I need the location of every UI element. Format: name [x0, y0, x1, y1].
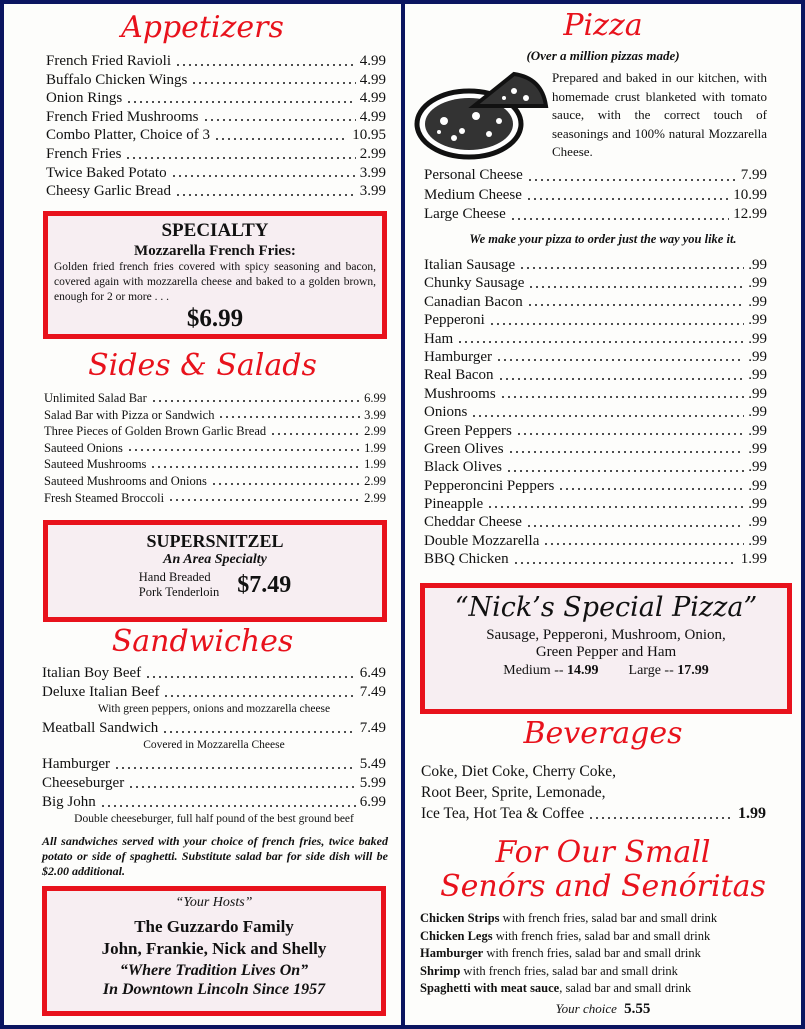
menu-item: [424, 458, 767, 476]
item-name: French Fried Ravioli: [46, 53, 171, 69]
hosts-label: “Your Hosts”: [175, 895, 253, 910]
item-name: Chunky Sausage: [424, 275, 525, 292]
nicks-medium-label: Medium --: [503, 663, 564, 678]
item-price: 2.99: [359, 145, 386, 162]
item-price: 10.95: [352, 127, 386, 144]
pizza-illustration-icon: [414, 66, 549, 161]
menu-item: [424, 440, 767, 458]
beverages-line2: Root Beer, Sprite, Lemonade,: [421, 784, 606, 801]
menu-item: [424, 532, 767, 550]
sandwiches-footnote: All sandwiches served with your choice of french fries, twice baked potato or side of spaghetti. Substitute salad bar for side dish will be $2.00 additional.: [42, 834, 388, 878]
supersnitzel-box: [43, 520, 387, 622]
item-price: 10.99: [733, 186, 767, 203]
dot-leader: [175, 182, 356, 201]
menu-item: [424, 366, 767, 384]
kids-item: [420, 945, 800, 963]
dot-leader: [114, 755, 356, 774]
nicks-large-label: Large --: [628, 663, 674, 678]
dot-leader: [126, 89, 355, 108]
item-name: Sauteed Mushrooms and Onions: [44, 473, 207, 488]
dot-leader: [162, 719, 356, 738]
item-name: Onion Rings: [46, 90, 123, 107]
item-price: .99: [748, 532, 767, 549]
sandwiches-title: Sandwiches: [111, 624, 294, 659]
menu-item: [42, 683, 386, 702]
dot-leader: [151, 390, 360, 407]
menu-item: [42, 774, 386, 793]
menu-item: [424, 385, 767, 403]
supersnitzel-tagline: An Area Specialty: [163, 552, 267, 567]
item-price: .99: [748, 422, 767, 439]
menu-item: [46, 108, 386, 127]
item-price: .99: [748, 312, 767, 329]
dot-leader: [508, 440, 745, 458]
pizza-toppings-list: [424, 256, 767, 569]
sides-list: [44, 390, 386, 506]
dot-leader: [191, 71, 355, 90]
hosts-box: [42, 886, 386, 1016]
item-price: .99: [748, 496, 767, 513]
dot-leader: [588, 803, 734, 824]
item-price: 6.99: [359, 794, 386, 810]
menu-item: [424, 403, 767, 421]
dot-leader: [519, 256, 744, 274]
menu-item: [424, 348, 767, 366]
kids-item: [420, 980, 800, 998]
item-name: Ham: [424, 330, 454, 347]
item-name: Real Bacon: [424, 367, 494, 384]
dot-leader: [526, 513, 744, 531]
item-price: .99: [748, 257, 767, 273]
dot-leader: [489, 311, 744, 329]
beverages-line1: Coke, Diet Coke, Cherry Coke,: [421, 763, 617, 780]
appetizers-title: Appetizers: [121, 10, 284, 45]
item-price: .99: [748, 348, 767, 365]
item-price: 2.99: [364, 424, 386, 439]
menu-item: [46, 71, 386, 90]
item-name: Pineapple: [424, 496, 484, 513]
menu-item: [44, 407, 386, 424]
item-note: Covered in Mozzarella Cheese: [143, 739, 285, 751]
kids-item-detail: with french fries, salad bar and small drink: [499, 911, 718, 925]
kids-item-name: Chicken Legs: [420, 928, 493, 943]
dot-leader: [270, 423, 360, 440]
kids-item: [420, 963, 800, 981]
item-price: .99: [748, 293, 767, 310]
item-price: 1.99: [740, 551, 767, 568]
beverages-line3: Ice Tea, Hot Tea & Coffee: [421, 805, 585, 822]
nicks-special-box: [420, 583, 792, 714]
kids-title-line2: Senórs and Senóritas: [440, 869, 766, 904]
item-name: Italian Sausage: [424, 257, 516, 273]
kids-list: [420, 910, 800, 998]
dot-leader: [496, 348, 744, 366]
item-name: Personal Cheese: [424, 167, 523, 183]
item-name: BBQ Chicken: [424, 551, 509, 568]
dot-leader: [487, 495, 744, 513]
item-name: Buffalo Chicken Wings: [46, 71, 188, 88]
item-price: 7.49: [359, 720, 386, 736]
item-name: Sauteed Onions: [44, 440, 123, 455]
item-price: 3.99: [359, 164, 386, 181]
dot-leader: [526, 186, 729, 206]
item-name: Cheesy Garlic Bread: [46, 183, 171, 200]
kids-item-detail: , salad bar and small drink: [559, 981, 692, 996]
dot-leader: [214, 126, 348, 145]
item-name: Large Cheese: [424, 206, 506, 222]
dot-leader: [125, 145, 355, 164]
dot-leader: [171, 164, 356, 183]
item-name: Green Peppers: [424, 422, 512, 439]
dot-leader: [527, 166, 737, 186]
specialty-heading: SPECIALTY: [161, 220, 269, 241]
beverages-price: 1.99: [738, 805, 766, 822]
menu-item: [46, 145, 386, 164]
menu-item: [424, 550, 767, 568]
kids-item-detail: with french fries, salad bar and small drink: [492, 928, 711, 943]
specialty-description: Golden fried french fries covered with spicy seasoning and bacon, covered again with mozzarella cheese and baked to a golden brown, enough for 2 or more . . .: [54, 261, 376, 303]
item-price: .99: [748, 440, 767, 457]
kids-choice-price: 5.55: [624, 1001, 651, 1017]
kids-choice-label: Your choice: [555, 1001, 617, 1016]
dot-leader: [100, 793, 356, 812]
item-name: Mushrooms: [424, 385, 496, 402]
menu-item: [44, 440, 386, 457]
dot-leader: [498, 366, 745, 384]
item-name: Unlimited Salad Bar: [44, 391, 147, 405]
menu-item: [46, 164, 386, 183]
nicks-large-price: 17.99: [677, 663, 709, 678]
dot-leader: [218, 407, 360, 424]
item-name: Hamburger: [424, 348, 493, 365]
item-name: Canadian Bacon: [424, 293, 523, 310]
item-name: Medium Cheese: [424, 186, 522, 203]
nicks-medium-price: 14.99: [567, 663, 599, 678]
item-name: Big John: [42, 794, 96, 810]
item-name: Pepperoncini Peppers: [424, 477, 555, 494]
item-name: Meatball Sandwich: [42, 720, 159, 736]
nicks-line2: Green Pepper and Ham: [535, 644, 677, 660]
pizza-title: Pizza: [563, 8, 643, 43]
menu-item: [46, 89, 386, 108]
item-price: .99: [748, 477, 767, 494]
specialty-price: $6.99: [186, 305, 244, 332]
dot-leader: [471, 403, 744, 421]
item-name: Fresh Steamed Broccoli: [44, 490, 165, 505]
kids-item-name: Spaghetti with meat sauce: [420, 981, 560, 996]
pizza-order-note: We make your pizza to order just the way you like it.: [469, 232, 737, 246]
item-name: Three Pieces of Golden Brown Garlic Bread: [44, 424, 267, 439]
item-price: 4.99: [359, 53, 386, 69]
kids-item-detail: with french fries, salad bar and small drink: [483, 946, 701, 961]
menu-item: [42, 793, 386, 812]
item-price: 5.99: [359, 775, 386, 791]
menu-item: [44, 423, 386, 440]
item-name: Twice Baked Potato: [46, 164, 167, 181]
dot-leader: [510, 205, 729, 225]
item-name: French Fries: [46, 145, 122, 162]
item-price: 2.99: [364, 473, 386, 488]
item-price: 4.99: [359, 90, 386, 107]
menu-item: [424, 256, 767, 274]
item-price: .99: [748, 385, 767, 402]
menu-item: [44, 390, 386, 407]
item-price: 12.99: [733, 206, 767, 222]
hosts-names: John, Frankie, Nick and Shelly: [101, 939, 327, 958]
menu-item: [424, 477, 767, 495]
item-name: Double Mozzarella: [424, 532, 540, 549]
dot-leader: [543, 532, 744, 550]
beverages-block: [421, 761, 766, 824]
item-price: 4.99: [359, 71, 386, 88]
item-note: Double cheeseburger, full half pound of the best ground beef: [74, 813, 354, 825]
menu-item: [44, 473, 386, 490]
menu-item: [424, 166, 767, 186]
item-name: Salad Bar with Pizza or Sandwich: [44, 407, 215, 422]
menu-item: [46, 126, 386, 145]
menu-item: [46, 52, 386, 71]
kids-item: [420, 928, 800, 946]
kids-item-name: Hamburger: [420, 946, 484, 961]
dot-leader: [163, 683, 355, 702]
supersnitzel-line2: Pork Tenderloin: [138, 585, 220, 599]
hosts-since: In Downtown Lincoln Since 1957: [102, 981, 326, 998]
nicks-line1: Sausage, Pepperoni, Mushroom, Onion,: [486, 627, 726, 643]
item-name: Cheeseburger: [42, 775, 125, 791]
dot-leader: [168, 490, 360, 507]
menu-item: [424, 513, 767, 531]
dot-leader: [558, 477, 744, 495]
hosts-family: The Guzzardo Family: [134, 917, 294, 936]
supersnitzel-heading: SUPERSNITZEL: [146, 531, 284, 551]
menu-item: [424, 422, 767, 440]
nicks-special-title: “Nick’s Special Pizza”: [454, 592, 758, 623]
menu-item: [424, 274, 767, 292]
item-name: French Fried Mushrooms: [46, 108, 199, 125]
menu-item: [44, 490, 386, 507]
dot-leader: [506, 458, 744, 476]
dot-leader: [500, 385, 745, 403]
kids-item-detail: with french fries, salad bar and small drink: [460, 963, 678, 978]
pizza-sizes-list: [424, 166, 767, 225]
sandwiches-list: [42, 664, 386, 829]
kids-title: [405, 836, 801, 904]
dot-leader: [128, 774, 356, 793]
supersnitzel-line1: Hand Breaded: [138, 570, 211, 584]
dot-leader: [211, 473, 360, 490]
item-name: Combo Platter, Choice of 3: [46, 127, 210, 144]
item-price: 6.99: [364, 391, 386, 405]
item-name: Onions: [424, 404, 468, 421]
pizza-subtitle: (Over a million pizzas made): [526, 48, 680, 63]
hosts-motto: “Where Tradition Lives On”: [119, 962, 309, 979]
menu-item: [46, 182, 386, 201]
item-price: 4.99: [359, 108, 386, 125]
dot-leader: [175, 52, 356, 71]
item-price: .99: [748, 404, 767, 421]
dot-leader: [527, 293, 745, 311]
menu-item: [424, 293, 767, 311]
kids-item-name: Shrimp: [420, 963, 461, 978]
specialty-box: [43, 211, 387, 339]
menu-item: [424, 330, 767, 348]
dot-leader: [528, 274, 744, 292]
item-price: 7.99: [740, 167, 767, 183]
specialty-name: Mozzarella French Fries:: [134, 243, 296, 259]
dot-leader: [457, 330, 744, 348]
dot-leader: [203, 108, 356, 127]
item-name: Hamburger: [42, 756, 111, 772]
kids-item-name: Chicken Strips: [420, 911, 500, 925]
item-price: .99: [748, 367, 767, 384]
dot-leader: [513, 550, 737, 568]
item-price: 3.99: [364, 407, 386, 422]
menu-item: [424, 186, 767, 206]
item-name: Green Olives: [424, 440, 504, 457]
item-price: .99: [748, 459, 767, 476]
menu-item: [42, 755, 386, 774]
kids-item: [420, 910, 800, 928]
item-price: 5.49: [359, 756, 386, 772]
dot-leader: [150, 456, 360, 473]
item-price: .99: [748, 275, 767, 292]
item-name: Pepperoni: [424, 312, 485, 329]
item-name: Italian Boy Beef: [42, 665, 142, 681]
supersnitzel-price: $7.49: [237, 571, 292, 598]
item-price: .99: [748, 514, 767, 531]
menu-item: [424, 495, 767, 513]
menu-item: [42, 664, 386, 683]
item-name: Cheddar Cheese: [424, 514, 522, 531]
sides-title: Sides & Salads: [88, 348, 317, 383]
menu-item: [424, 311, 767, 329]
pizza-description: Prepared and baked in our kitchen, with homemade crust blanketed with tomato sauce, with the correct touch of seasonings and 100% natural Mozzarella Cheese.: [552, 70, 767, 159]
menu-item: [42, 719, 386, 738]
menu-item: [424, 205, 767, 225]
item-price: .99: [748, 330, 767, 347]
item-name: Black Olives: [424, 459, 502, 476]
item-price: 1.99: [364, 440, 386, 455]
item-price: 6.49: [359, 665, 386, 681]
dot-leader: [127, 440, 360, 457]
item-name: Deluxe Italian Beef: [42, 684, 160, 700]
menu-page: [4, 4, 801, 1025]
item-price: 3.99: [359, 183, 386, 200]
beverages-title: Beverages: [523, 716, 683, 751]
item-price: 2.99: [364, 490, 386, 505]
item-price: 7.49: [359, 684, 386, 700]
appetizers-list: [46, 52, 386, 201]
dot-leader: [516, 422, 744, 440]
dot-leader: [145, 664, 356, 683]
menu-item: [44, 456, 386, 473]
kids-title-line1: For Our Small: [495, 835, 711, 870]
item-note: With green peppers, onions and mozzarella cheese: [97, 703, 331, 715]
kids-choice: [405, 1001, 801, 1018]
item-price: 1.99: [364, 457, 386, 472]
item-name: Sauteed Mushrooms: [44, 457, 147, 472]
